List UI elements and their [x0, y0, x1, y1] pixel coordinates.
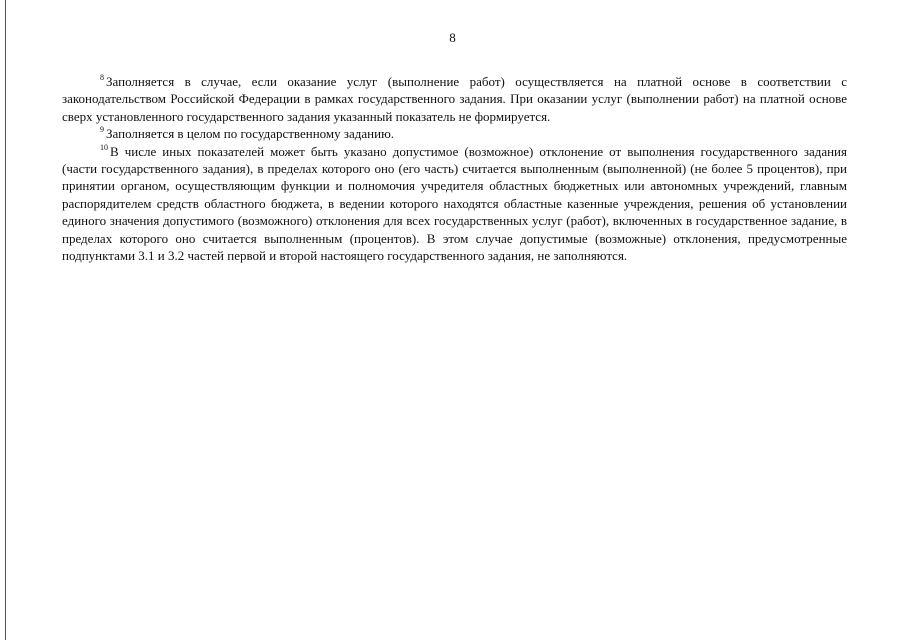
- footnote-text: Заполняется в целом по государственному заданию.: [106, 126, 395, 142]
- footnote-mark: 9: [100, 125, 104, 135]
- footnote-8: [62, 73, 847, 125]
- page-number: 8: [449, 30, 456, 45]
- footnote-9: [62, 125, 847, 142]
- scan-edge-line: [5, 0, 6, 640]
- footnote-mark: 8: [100, 73, 104, 82]
- footnote-text: В числе иных показателей может быть указано допустимое (возможное) отклонение от выполнения государственного задания (части государственного задания), в пределах которого оно (его часть) считается выполненным (выполненной) (не более 5 процентов), при принятии органом, осуществляющим функции и полномочия учредителя областных бюджетных или автономных учреждений, главным распорядителем средств областного бюджета, в ведении которого находятся областные казенные учреждения, решения об установлении единого значения допустимого (возможного) отклонения для всех государственных услуг (работ), включенных в государственное задание, в пределах которого оно считается выполненным (процентов). В этом случае допустимые (возможные) отклонения, предусмотренные подпунктами 3.1 и 3.2 частей первой и второй настоящего государственного задания, не заполняются.: [62, 143, 847, 264]
- footnote-text: Заполняется в случае, если оказание услуг (выполнение работ) осуществляется на платной основе в соответствии с законодательством Российской Федерации в рамках государственного задания. При оказании услуг (выполнении работ) на платной основе сверх установленного государственного задания указанный показатель не формируется.: [62, 74, 847, 124]
- footnote-10: [62, 143, 847, 265]
- footnote-mark: 10: [100, 142, 108, 152]
- footnotes-section: [62, 73, 847, 264]
